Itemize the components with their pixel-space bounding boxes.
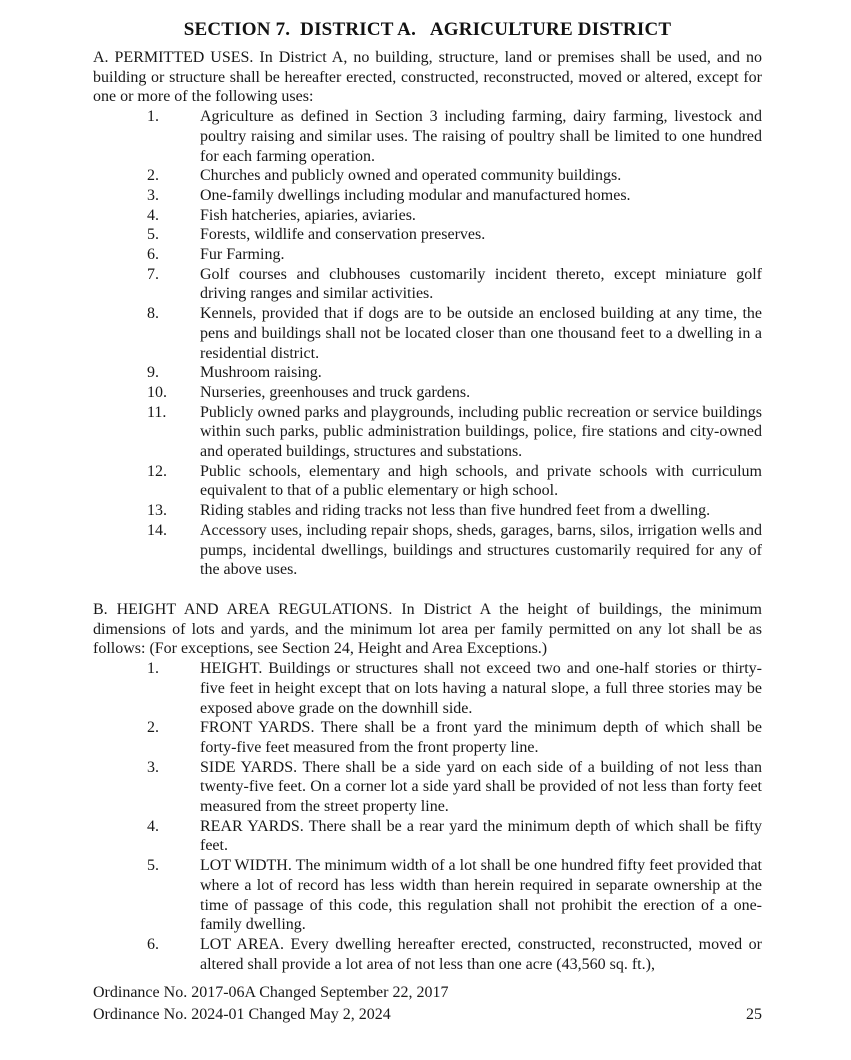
page-footer xyxy=(93,982,762,1026)
regulation-item xyxy=(93,718,762,757)
item-text: Publicly owned parks and playgrounds, including public recreation or service buildings within such parks, public administration buildings, police, fire stations and city-owned and operated buildings, structures and substations. xyxy=(200,403,762,461)
item-number: 2. xyxy=(147,719,159,737)
item-text: Accessory uses, including repair shops, sheds, garages, barns, silos, irrigation wells and pumps, incidental dwellings, buildings and structures customarily required for any of the above uses. xyxy=(200,521,762,579)
permitted-use-item xyxy=(93,186,762,206)
item-number: 10. xyxy=(147,383,167,401)
item-number: 1. xyxy=(147,108,159,126)
permitted-use-item xyxy=(93,383,762,403)
item-number: 13. xyxy=(147,502,167,520)
item-number: 9. xyxy=(147,364,159,382)
permitted-use-item xyxy=(93,501,762,521)
regulation-item xyxy=(93,758,762,817)
item-number: 3. xyxy=(147,758,159,776)
item-text: Riding stables and riding tracks not less than five hundred feet from a dwelling. xyxy=(200,502,711,520)
permitted-use-item xyxy=(93,304,762,363)
item-text: Fur Farming. xyxy=(200,246,285,264)
item-number: 11. xyxy=(147,403,167,421)
item-text: One-family dwellings including modular and manufactured homes. xyxy=(200,186,631,204)
permitted-use-item xyxy=(93,206,762,226)
item-text: Mushroom raising. xyxy=(200,364,322,382)
item-number: 14. xyxy=(147,521,167,539)
permitted-use-item xyxy=(93,245,762,265)
permitted-use-item xyxy=(93,462,762,501)
page-number: 25 xyxy=(746,1006,762,1023)
item-number: 6. xyxy=(147,246,159,264)
item-number: 7. xyxy=(147,265,159,283)
footer-ordinance-line-2: Ordinance No. 2024-01 Changed May 2, 2024 xyxy=(93,1006,391,1023)
item-text: REAR YARDS. There shall be a rear yard the minimum depth of which shall be fifty feet. xyxy=(200,817,762,855)
item-text: LOT WIDTH. The minimum width of a lot shall be one hundred fifty feet provided that where a lot of record has less width than herein required in separate ownership at the time of passage of this code, this regulation shall not prohibit the erection of a one-family dwelling. xyxy=(200,857,762,934)
item-text: Agriculture as defined in Section 3 including farming, dairy farming, livestock and poultry raising and similar uses. The raising of poultry shall be limited to one hundred for each farming operation. xyxy=(200,108,762,165)
item-text: SIDE YARDS. There shall be a side yard on each side of a building of not less than twenty-five feet. On a corner lot a side yard shall be provided of not less than forty feet measured from the street property line. xyxy=(200,758,762,816)
section-a-intro: A. PERMITTED USES. In District A, no building, structure, land or premises shall be used, and no building or structure shall be hereafter erected, constructed, reconstructed, moved or altered, except for one or more of the following uses: xyxy=(93,49,762,106)
item-number: 1. xyxy=(147,660,159,678)
permitted-use-item xyxy=(93,363,762,383)
item-number: 12. xyxy=(147,462,167,480)
item-text: Forests, wildlife and conservation preserves. xyxy=(200,226,486,244)
permitted-use-item xyxy=(93,225,762,245)
item-text: Nurseries, greenhouses and truck gardens. xyxy=(200,383,471,401)
permitted-use-item xyxy=(93,521,762,580)
item-text: Churches and publicly owned and operated community buildings. xyxy=(200,167,622,185)
item-number: 4. xyxy=(147,206,159,224)
item-text: FRONT YARDS. There shall be a front yard the minimum depth of which shall be forty-five feet measured from the front property line. xyxy=(200,719,762,756)
item-number: 2. xyxy=(147,167,159,185)
item-text: Fish hatcheries, apiaries, aviaries. xyxy=(200,206,416,224)
item-text: Kennels, provided that if dogs are to be outside an enclosed building at any time, the pens and buildings shall not be located closer than one thousand feet to a dwelling in a residential district. xyxy=(200,305,762,362)
footer-ordinance-line-1: Ordinance No. 2017-06A Changed September 22, 2017 xyxy=(93,984,449,1001)
section-a-list xyxy=(93,107,762,580)
regulation-item xyxy=(93,856,762,935)
permitted-use-item xyxy=(93,265,762,304)
item-number: 5. xyxy=(147,226,159,244)
regulation-item xyxy=(93,659,762,718)
section-b-intro: B. HEIGHT AND AREA REGULATIONS. In District A the height of buildings, the minimum dimensions of lots and yards, and the minimum lot area per family permitted on any lot shall be as follows: (For exceptions, see Section 24, Height and Area Exceptions.) xyxy=(93,600,762,658)
section-b-list xyxy=(93,659,762,974)
item-text: LOT AREA. Every dwelling hereafter erected, constructed, reconstructed, moved or altered shall provide a lot area of not less than one acre (43,560 sq. ft.), xyxy=(200,935,762,973)
permitted-use-item xyxy=(93,403,762,462)
item-number: 6. xyxy=(147,935,159,953)
permitted-use-item xyxy=(93,166,762,186)
regulation-item xyxy=(93,935,762,974)
item-text: HEIGHT. Buildings or structures shall not exceed two and one-half stories or thirty-five feet in height except that on lots having a natural slope, a full three stories may be exposed above grade on the downhill side. xyxy=(200,660,762,717)
permitted-use-item xyxy=(93,107,762,166)
regulation-item xyxy=(93,817,762,856)
item-text: Public schools, elementary and high schools, and private schools with curriculum equivalent to that of a public elementary or high school. xyxy=(200,462,762,500)
item-number: 4. xyxy=(147,817,159,835)
item-text: Golf courses and clubhouses customarily incident thereto, except miniature golf driving ranges and similar activities. xyxy=(200,265,762,303)
item-number: 8. xyxy=(147,305,159,323)
page-title: SECTION 7. DISTRICT A. AGRICULTURE DISTRICT xyxy=(183,19,672,40)
item-number: 3. xyxy=(147,186,159,204)
item-number: 5. xyxy=(147,857,159,875)
